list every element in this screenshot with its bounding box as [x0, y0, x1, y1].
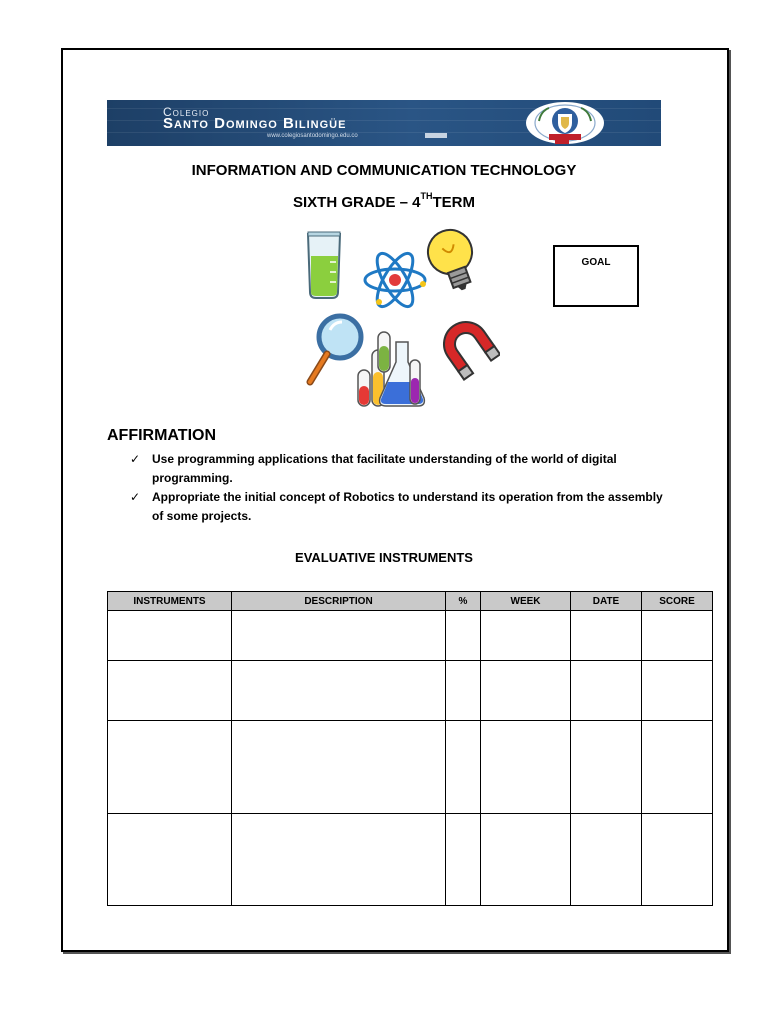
- instrument-cell[interactable]: [108, 611, 232, 661]
- affirmation-item: [130, 450, 670, 488]
- checkmark-icon: ✓: [130, 452, 141, 466]
- light-bulb-icon: [422, 224, 485, 297]
- subject-title: INFORMATION AND COMMUNICATION TECHNOLOGY: [191, 162, 577, 179]
- column-header-instruments: INSTRUMENTS: [108, 592, 232, 611]
- banner-school-name: Santo Domingo Bilingüe: [163, 115, 347, 132]
- date-cell[interactable]: [571, 814, 642, 906]
- grade-text: SIXTH GRADE – 4: [292, 194, 421, 211]
- evaluative-instruments-table: [107, 591, 713, 906]
- date-cell[interactable]: [571, 661, 642, 721]
- score-cell[interactable]: [642, 721, 713, 814]
- affirmation-item: [130, 488, 670, 526]
- week-cell[interactable]: [481, 814, 571, 906]
- goal-label: GOAL: [581, 257, 611, 268]
- affirmation-item-text: Appropriate the initial concept of Robotics to understand its operation from the assembly of some projects.: [152, 490, 663, 523]
- affirmation-list: [130, 450, 670, 526]
- table-row: [108, 814, 713, 906]
- beaker-icon: [308, 232, 340, 298]
- banner-line1: Colegio: [163, 105, 210, 119]
- instrument-cell[interactable]: [108, 661, 232, 721]
- score-cell[interactable]: [642, 814, 713, 906]
- column-header-description: DESCRIPTION: [232, 592, 446, 611]
- date-cell[interactable]: [571, 611, 642, 661]
- description-cell[interactable]: [232, 814, 446, 906]
- week-cell[interactable]: [481, 611, 571, 661]
- goal-box[interactable]: [553, 245, 639, 307]
- instrument-cell[interactable]: [108, 814, 232, 906]
- percent-cell[interactable]: [446, 661, 481, 721]
- date-cell[interactable]: [571, 721, 642, 814]
- column-header-week: WEEK: [481, 592, 571, 611]
- atom-icon: [365, 249, 426, 312]
- affirmation-item-text: Use programming applications that facilitate understanding of the world of digital programming.: [152, 452, 617, 485]
- magnet-icon: [435, 313, 500, 379]
- banner-mini-logo: [425, 133, 447, 138]
- description-cell[interactable]: [232, 661, 446, 721]
- week-cell[interactable]: [481, 721, 571, 814]
- table-header-row: [108, 592, 713, 611]
- school-banner: [107, 100, 661, 146]
- week-cell[interactable]: [481, 661, 571, 721]
- column-header-percent: %: [446, 592, 481, 611]
- checkmark-icon: ✓: [130, 490, 141, 504]
- table-row: [108, 721, 713, 814]
- description-cell[interactable]: [232, 611, 446, 661]
- percent-cell[interactable]: [446, 721, 481, 814]
- table-row: [108, 661, 713, 721]
- affirmation-heading: AFFIRMATION: [107, 427, 217, 444]
- school-crest-icon: [525, 101, 605, 145]
- banner-website: www.colegiosantodomingo.edu.co: [267, 133, 358, 139]
- grade-term-title: [60, 193, 708, 211]
- score-cell[interactable]: [642, 661, 713, 721]
- magnifying-glass-icon: [310, 316, 361, 382]
- science-clipart: [300, 222, 500, 417]
- score-cell[interactable]: [642, 611, 713, 661]
- table-row: [108, 611, 713, 661]
- column-header-score: SCORE: [642, 592, 713, 611]
- percent-cell[interactable]: [446, 611, 481, 661]
- grade-ordinal-suffix: TH: [420, 191, 433, 201]
- instrument-cell[interactable]: [108, 721, 232, 814]
- term-text: TERM: [432, 194, 476, 211]
- test-tubes-flask-icon: [358, 332, 424, 406]
- percent-cell[interactable]: [446, 814, 481, 906]
- evaluative-instruments-heading: EVALUATIVE INSTRUMENTS: [295, 550, 473, 565]
- column-header-date: DATE: [571, 592, 642, 611]
- description-cell[interactable]: [232, 721, 446, 814]
